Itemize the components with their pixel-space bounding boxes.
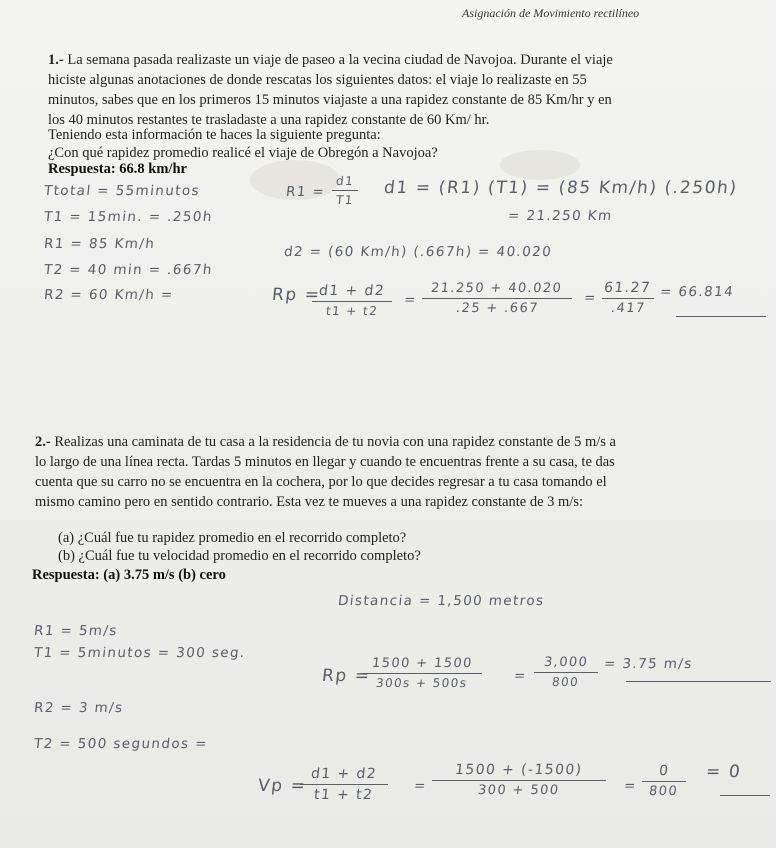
hw2-vp-result: = 0 [704, 762, 743, 782]
hw2-vp-sub-numerator: 1500 + (-1500) [454, 762, 584, 778]
hw2-equals: = [623, 778, 638, 794]
problem-2-question-b: (b) ¿Cuál fue tu velocidad promedio en el recorrido completo? [58, 548, 421, 564]
hw1-sub-denominator: .25 + .667 [454, 301, 540, 316]
fraction-bar [432, 780, 606, 781]
hw1-equals: = [403, 292, 418, 308]
hw1-result-underline [676, 316, 766, 317]
hw1-r1-lhs: R1 = [285, 184, 327, 200]
hw2-rp-sum-denominator: 800 [551, 675, 581, 689]
fraction-bar [332, 190, 358, 191]
hw2-vp-denominator: t1 + t2 [313, 787, 375, 803]
fraction-bar [534, 672, 598, 673]
hw1-sum-fraction [602, 280, 654, 316]
hw2-rp-numerator: 1500 + 1500 [370, 656, 474, 671]
hw1-rp-fraction [312, 283, 392, 318]
hw2-rp-sum-fraction [534, 655, 598, 689]
paper-stain [500, 150, 580, 180]
hw1-sub-numerator: 21.250 + 40.020 [430, 281, 564, 296]
hw1-rp-numerator: d1 + d2 [318, 283, 386, 299]
hw1-substitution-fraction [422, 281, 572, 316]
hw2-vp-underline [720, 795, 770, 796]
fraction-bar [602, 298, 654, 299]
hw2-vp-zero-numerator: 0 [658, 763, 670, 779]
problem-2-statement [35, 432, 625, 512]
fraction-bar [312, 301, 392, 302]
hw1-sum-numerator: 61.27 [603, 280, 653, 296]
problem-1-number: 1.- [48, 52, 64, 68]
hw1-equals: = [583, 290, 598, 306]
problem-1-statement [48, 50, 628, 130]
hw2-time-1: T1 = 5minutos = 300 seg. [33, 645, 247, 661]
hw1-speed-2: R2 = 60 Km/h = [43, 287, 175, 303]
hw2-speed-1: R1 = 5m/s [33, 623, 119, 639]
hw2-rp-result: = 3.75 m/s [603, 656, 694, 672]
hw1-rp-lhs: Rp = [270, 285, 322, 305]
problem-1-answer: Respuesta: 66.8 km/hr [48, 161, 187, 177]
hw1-d2-equation: d2 = (60 Km/h) (.667h) = 40.020 [283, 244, 553, 260]
hw1-d1-equation: d1 = (R1) (T1) = (85 Km/h) (.250h) [382, 178, 739, 198]
hw2-distance: Distancia = 1,500 metros [337, 593, 546, 609]
page-header: Asignación de Movimiento rectilíneo [462, 6, 640, 20]
fraction-bar [642, 781, 686, 782]
hw1-time-1: T1 = 15min. = .250h [43, 209, 214, 225]
hw1-time-2: T2 = 40 min = .667h [43, 262, 214, 278]
hw1-sum-denominator: .417 [609, 301, 647, 316]
hw1-speed-1: R1 = 85 Km/h [43, 236, 157, 252]
hw2-speed-2: R2 = 3 m/s [33, 700, 125, 716]
hw2-equals: = [413, 778, 428, 794]
hw2-time-2: T2 = 500 segundos = [33, 736, 209, 752]
problem-2-question-a: (a) ¿Cuál fue tu rapidez promedio en el recorrido completo? [58, 530, 407, 546]
hw1-total-time: Ttotal = 55minutos [43, 183, 201, 199]
hw1-r1-denominator: T1 [335, 193, 355, 207]
problem-2-text: Realizas una caminata de tu casa a la residencia de tu novia con una rapidez constante de 5 m/s a lo largo de una línea recta. Tardas 5 minutos en llegar y cuando te encuentras frente a su casa, te das cuenta que su carro no se encuentra en la cochera, por lo que decides regresar a tu casa tomando el mismo camino pero en sentido contrario. Esta vez te mueves a una rapidez constante de 3 m/s: [35, 434, 616, 510]
problem-1-question: ¿Con qué rapidez promedio realicé el viaje de Obregón a Navojoa? [48, 145, 438, 161]
fraction-bar [300, 784, 388, 785]
hw2-rp-fraction [362, 656, 482, 690]
hw2-vp-zero-fraction [642, 763, 686, 799]
problem-2-answer: Respuesta: (a) 3.75 m/s (b) cero [32, 567, 226, 583]
hw2-rp-denominator: 300s + 500s [375, 676, 469, 690]
hw2-vp-lhs: Vp = [256, 776, 308, 796]
hw2-rp-underline [626, 681, 771, 682]
hw1-r1-fraction [332, 174, 358, 207]
problem-1-question-intro: Teniendo esta información te haces la siguiente pregunta: [48, 127, 381, 143]
hw2-rp-sum-numerator: 3,000 [543, 655, 589, 670]
problem-2-number: 2.- [35, 434, 51, 450]
problem-1-text: La semana pasada realizaste un viaje de paseo a la vecina ciudad de Navojoa. Durante el viaje hiciste algunas anotaciones de donde rescatas los siguientes datos: el viaje lo realizaste en 55 minutos, sabes que en los primeros 15 minutos viajaste a una rapidez constante de 85 Km/hr y en los 40 minutos restantes te trasladaste a una rapidez constante de 60 Km/ hr. [48, 52, 613, 128]
hw1-rp-denominator: t1 + t2 [325, 304, 379, 318]
hw1-r1-numerator: d1 [335, 174, 355, 188]
hw2-vp-fraction [300, 766, 388, 803]
hw2-vp-substitution-fraction [432, 762, 606, 798]
hw2-vp-numerator: d1 + d2 [310, 766, 378, 782]
hw2-vp-sub-denominator: 300 + 500 [477, 783, 561, 798]
fraction-bar [422, 298, 572, 299]
hw2-vp-zero-denominator: 800 [648, 784, 680, 799]
hw1-result: = 66.814 [659, 284, 735, 300]
hw1-d1-result: = 21.250 Km [507, 208, 614, 224]
fraction-bar [362, 673, 482, 674]
hw2-rp-lhs: Rp = [320, 666, 372, 686]
hw2-equals: = [513, 668, 528, 684]
